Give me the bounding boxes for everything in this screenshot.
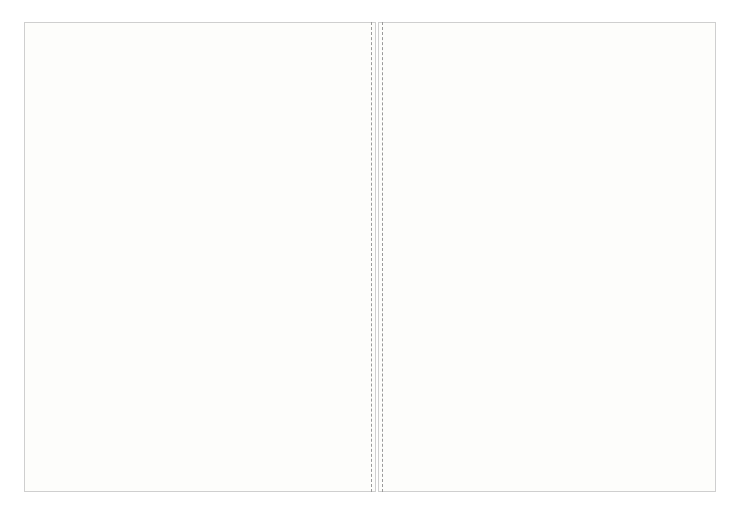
- page-gutter: [371, 22, 383, 492]
- right-page: [378, 22, 716, 492]
- left-page: [24, 22, 376, 492]
